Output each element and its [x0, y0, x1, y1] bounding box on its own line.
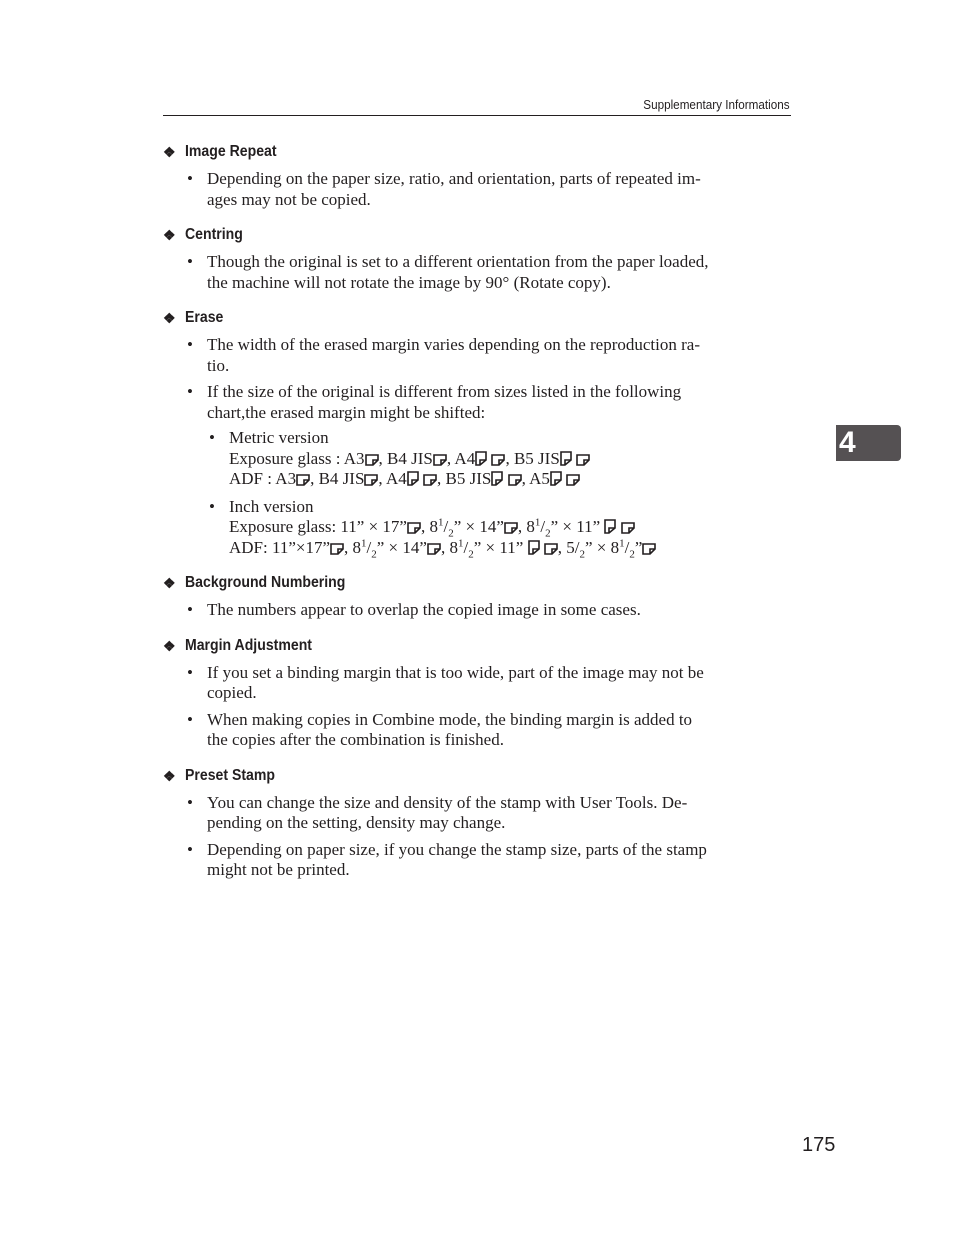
paper-landscape-icon	[407, 522, 421, 534]
section-background-numbering	[163, 572, 791, 621]
section-heading: ❖ Image Repeat	[163, 141, 791, 163]
bullet-item: • You can change the size and density of the stamp with User Tools. De- pending on the setting, density may change.	[163, 793, 791, 834]
paper-landscape-icon	[576, 454, 590, 466]
diamond-icon: ❖	[163, 310, 176, 326]
bullet-item: • Depending on paper size, if you change the stamp size, parts of the stamp might not be printed.	[163, 840, 791, 881]
section-margin-adjustment	[163, 635, 791, 751]
paper-landscape-icon	[330, 543, 344, 555]
bullet-item: • The width of the erased margin varies depending on the reproduction ra- tio.	[163, 335, 791, 376]
section-preset-stamp	[163, 765, 791, 881]
paper-landscape-icon	[365, 454, 379, 466]
running-header: Supplementary Informations	[643, 97, 790, 112]
diamond-icon: ❖	[163, 144, 176, 160]
paper-landscape-icon	[296, 474, 310, 486]
paper-portrait-icon	[491, 471, 503, 486]
paper-landscape-icon	[566, 474, 580, 486]
page-number: 175	[802, 1134, 836, 1156]
paper-portrait-icon	[560, 451, 572, 466]
sub-bullet-inch: • Inch version Exposure glass: 11” × 17” , $8^1/_2$” × 14” , $8^1/_2$” × 11” ADF: 11”×17” , $8^1/_2$” × 14” , $8^1/_2$” × 11” , $5/_2$” × $8^1/_2$”	[207, 497, 791, 559]
diamond-icon: ❖	[163, 575, 176, 591]
section-centring	[163, 224, 791, 293]
chapter-tab	[836, 425, 901, 461]
paper-landscape-icon	[544, 543, 558, 555]
paper-landscape-icon	[642, 543, 656, 555]
diamond-icon: ❖	[163, 767, 176, 784]
bullet-item: • Depending on the paper size, ratio, and orientation, parts of repeated im- ages may not be copied.	[163, 169, 791, 210]
section-erase	[163, 307, 791, 558]
paper-landscape-icon	[433, 454, 447, 466]
paper-portrait-icon	[528, 540, 540, 555]
paper-portrait-icon	[550, 471, 562, 486]
paper-landscape-icon	[423, 474, 437, 486]
paper-portrait-icon	[475, 451, 487, 466]
bullet-item: • The numbers appear to overlap the copied image in some cases.	[163, 600, 791, 621]
paper-landscape-icon	[364, 474, 378, 486]
diamond-icon: ❖	[163, 637, 176, 654]
section-image-repeat	[163, 141, 791, 210]
section-heading: ❖ Preset Stamp	[163, 765, 791, 787]
sub-bullet-metric: • Metric version Exposure glass : A3 , B4 JIS , A4 , B5 JIS ADF : A3 , B4 JIS , A4 , B5 JIS , A5	[207, 428, 791, 490]
page-content	[163, 141, 791, 895]
paper-landscape-icon	[508, 474, 522, 486]
bullet-item: • If the size of the original is different from sizes listed in the following chart,the erased margin might be shifted: • Metric version Exposure glass : A3 , B4 JIS , A4 , B5 JIS ADF : A3 , B4 JIS , A4 , B5 JIS , A5 • Inch version Exposure glass: 11” × 17” , $8^1/_2$” × 14” , $8^1/_2$” × 11” ADF: 11”×17” , $8^1/_2$” × 14” , $8^1/_2$” × 11” , $5/_2$” × $8^1/_2$”	[163, 382, 791, 558]
section-heading: ❖ Margin Adjustment	[163, 635, 791, 657]
section-heading: ❖ Background Numbering	[163, 572, 791, 594]
paper-portrait-icon	[604, 519, 616, 534]
bullet-item: • When making copies in Combine mode, the binding margin is added to the copies after the combination is finished.	[163, 710, 791, 751]
bullet-item: • Though the original is set to a different orientation from the paper loaded, the machine will not rotate the image by 90° (Rotate copy).	[163, 252, 791, 293]
bullet-item: • If you set a binding margin that is too wide, part of the image may not be copied.	[163, 663, 791, 704]
paper-landscape-icon	[491, 454, 505, 466]
paper-landscape-icon	[504, 522, 518, 534]
section-heading: ❖ Erase	[163, 307, 791, 329]
diamond-icon: ❖	[163, 227, 176, 243]
paper-landscape-icon	[427, 543, 441, 555]
paper-portrait-icon	[407, 471, 419, 486]
header-rule	[163, 115, 791, 116]
chapter-tab-label: 4	[839, 426, 856, 459]
section-heading: ❖ Centring	[163, 224, 791, 246]
paper-landscape-icon	[621, 522, 635, 534]
